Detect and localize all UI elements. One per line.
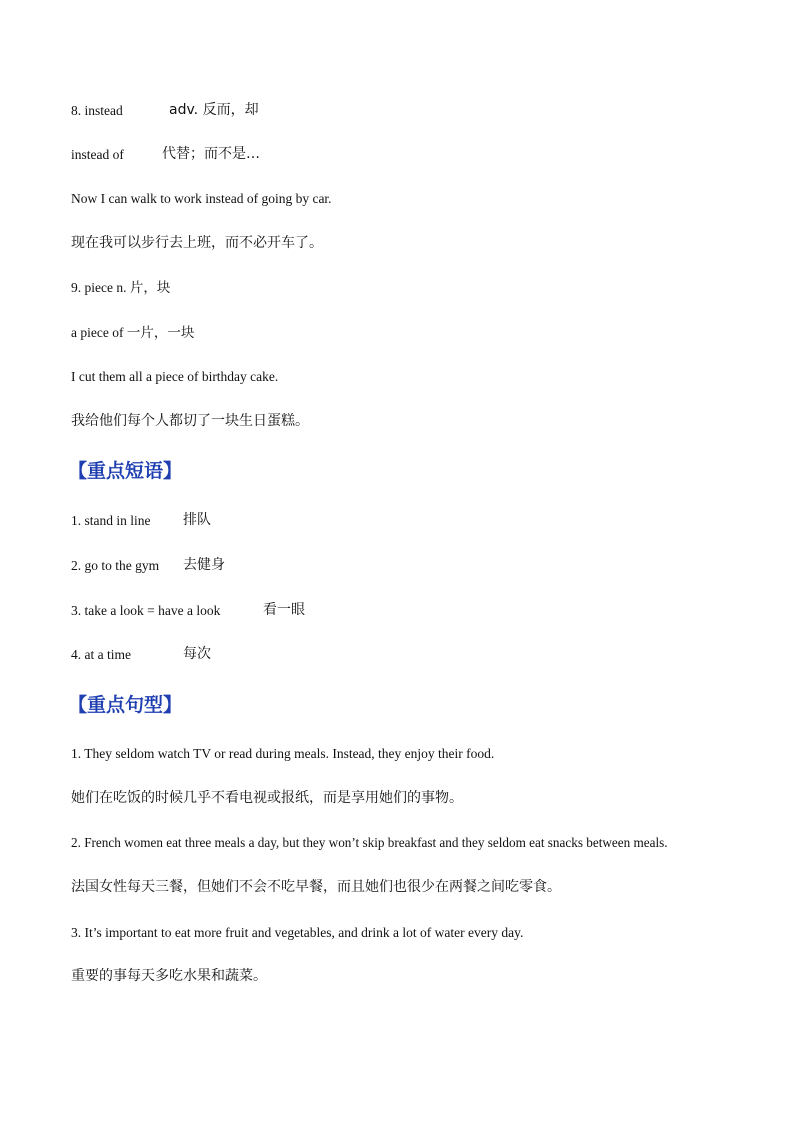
vocab-item-9-example-cn: 我给他们每个人都切了一块生日蛋糕。 bbox=[71, 413, 309, 429]
vocab-item-9-phrase: a piece of 一片，一块 bbox=[71, 325, 195, 340]
sentence-3-cn: 重要的事每天多吃水果和蔬菜。 bbox=[71, 968, 267, 984]
phrase-row-1 bbox=[71, 512, 211, 530]
key-phrases-heading: 【重点短语】 bbox=[68, 460, 183, 482]
phrase-row-3 bbox=[71, 602, 305, 620]
phrase-4-cn: 每次 bbox=[183, 646, 211, 662]
vocab-item-8-phrase: instead of bbox=[71, 147, 124, 162]
phrase-3-cn: 看一眼 bbox=[263, 602, 305, 618]
phrase-1-en: 1. stand in line bbox=[71, 513, 151, 528]
vocab-item-8-phrase-meaning: 代替；而不是… bbox=[162, 146, 260, 162]
vocab-item-8-example-cn: 现在我可以步行去上班，而不必开车了。 bbox=[71, 235, 323, 251]
vocab-item-8-word: 8. instead bbox=[71, 103, 123, 118]
vocab-item-8-definition: adv. 反而，却 bbox=[169, 102, 259, 118]
phrase-4-en: 4. at a time bbox=[71, 647, 131, 662]
sentence-1-en: 1. They seldom watch TV or read during meals. Instead, they enjoy their food. bbox=[71, 746, 495, 761]
phrase-3-en: 3. take a look = have a look bbox=[71, 603, 221, 618]
vocab-item-8-row bbox=[71, 102, 259, 120]
phrase-1-cn: 排队 bbox=[183, 512, 211, 528]
vocab-item-8-example-en: Now I can walk to work instead of going by car. bbox=[71, 191, 332, 206]
phrase-2-cn: 去健身 bbox=[183, 557, 225, 573]
vocab-item-9-example-en: I cut them all a piece of birthday cake. bbox=[71, 369, 279, 384]
sentence-3-en: 3. It’s important to eat more fruit and vegetables, and drink a lot of water every day. bbox=[71, 925, 524, 940]
key-sentences-heading: 【重点句型】 bbox=[68, 694, 183, 716]
vocab-item-9-row: 9. piece n. 片，块 bbox=[71, 280, 171, 295]
phrase-row-4 bbox=[71, 646, 211, 664]
phrase-2-en: 2. go to the gym bbox=[71, 558, 160, 573]
sentence-1-cn: 她们在吃饭的时候几乎不看电视或报纸，而是享用她们的事物。 bbox=[71, 790, 463, 806]
sentence-2-en: 2. French women eat three meals a day, but they won’t skip breakfast and they seldom eat snacks between meals. bbox=[71, 835, 668, 850]
phrase-row-2 bbox=[71, 557, 225, 575]
vocab-item-8-phrase-row bbox=[71, 146, 260, 164]
sentence-2-cn: 法国女性每天三餐，但她们不会不吃早餐，而且她们也很少在两餐之间吃零食。 bbox=[71, 879, 561, 895]
